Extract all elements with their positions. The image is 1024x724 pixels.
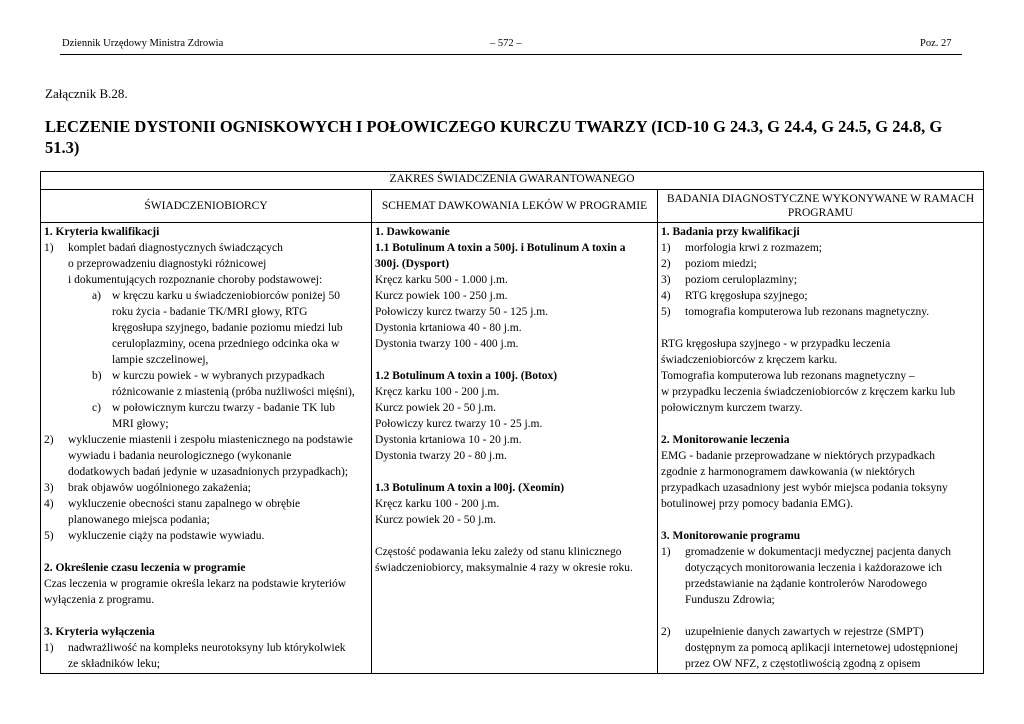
col3-line: [661, 224, 981, 240]
col1-line: [44, 416, 369, 432]
col3-item-text: przypadkach uzasadniony jest wybór miejsca podania toksyny: [661, 482, 948, 494]
col2-line: [375, 288, 655, 304]
col1-line: [44, 336, 369, 352]
col1-line: [44, 432, 369, 448]
col1-item-number: 2): [44, 434, 54, 446]
col3-item-text: poziom ceruloplazminy;: [685, 274, 798, 286]
col2-item-text: Kurcz powiek 20 - 50 j.m.: [375, 514, 497, 526]
col-diagnostics-content: [661, 224, 981, 672]
col2-line: [375, 240, 655, 256]
col1-item-text: różnicowanie z miastenią (próba nużliwości mięśni),: [112, 386, 355, 398]
col1-line: [44, 320, 369, 336]
col1-line: [44, 352, 369, 368]
col3-line: [661, 432, 981, 448]
journal-name: Dziennik Urzędowy Ministra Zdrowia: [62, 38, 224, 49]
col3-item-number: 4): [661, 290, 671, 302]
col1-line: [44, 496, 369, 512]
col3-item-number: 3): [661, 274, 671, 286]
col3-item-number: 2): [661, 258, 671, 270]
col3-line: [661, 560, 981, 576]
col1-line: [44, 512, 369, 528]
col2-item-text: Kręcz karku 100 - 200 j.m.: [375, 498, 500, 510]
col1-item-text: MRI głowy;: [112, 418, 169, 430]
col3-item-text: RTG kręgosłupa szyjnego;: [685, 290, 808, 302]
col1-line: [44, 560, 369, 576]
col1-line: [44, 400, 369, 416]
col1-line: [44, 656, 369, 672]
col1-item-text: 1. Kryteria kwalifikacji: [44, 226, 160, 238]
col3-line: [661, 640, 981, 656]
col2-item-text: świadczeniobiorcy, maksymalnie 4 razy w okresie roku.: [375, 562, 633, 574]
col1-item-text: w kurczu powiek - w wybranych przypadkach: [112, 370, 325, 382]
col1-item-text: wykluczenie obecności stanu zapalnego w obrębie: [68, 498, 301, 510]
col3-line: [661, 608, 981, 624]
col2-line: [375, 368, 655, 384]
col-header-diagnostics: BADANIA DIAGNOSTYCZNE WYKONYWANE W RAMACH PROGRAMU: [666, 193, 975, 219]
col-header-recipients: ŚWIADCZENIOBIORCY: [144, 200, 268, 212]
col2-item-text: Dystonia twarzy 20 - 80 j.m.: [375, 450, 507, 462]
col3-item-text: zgodnie z harmonogramem dawkowania (w niektórych: [661, 466, 915, 478]
col3-line: [661, 528, 981, 544]
col-header-dosage: SCHEMAT DAWKOWANIA LEKÓW W PROGRAMIE: [381, 200, 648, 212]
col3-item-text: EMG - badanie przeprowadzane w niektórych przypadkach: [661, 450, 935, 462]
col2-line: [375, 224, 655, 240]
col1-line: [44, 480, 369, 496]
col1-item-text: nadwrażliwość na kompleks neurotoksyny lub którykolwiek: [68, 642, 346, 654]
col3-item-text: gromadzenie w dokumentacji medycznej pacjenta danych: [685, 546, 951, 558]
col2-item-text: Dystonia krtaniowa 10 - 20 j.m.: [375, 434, 522, 446]
col2-line: [375, 336, 655, 352]
col1-line: [44, 464, 369, 480]
col-recipients-content: [44, 224, 369, 672]
col3-item-text: botulinowej przy pomocy badania EMG).: [661, 498, 853, 510]
col2-item-text: Dystonia krtaniowa 40 - 80 j.m.: [375, 322, 522, 334]
col1-line: [44, 544, 369, 560]
col3-line: [661, 400, 981, 416]
col1-line: [44, 272, 369, 288]
col3-item-text: uzupełnienie danych zawartych w rejestrze (SMPT): [685, 626, 924, 638]
col1-line: [44, 224, 369, 240]
col1-line: [44, 592, 369, 608]
col-dosage-content: [375, 224, 655, 576]
col2-item-text: 300j. (Dysport): [375, 258, 450, 270]
col2-item-text: 1.1 Botulinum A toxin a 500j. i Botulinum A toxin a: [375, 242, 626, 254]
col1-item-text: wykluczenie ciąży na podstawie wywiadu.: [68, 530, 265, 542]
col3-item-text: Tomografia komputerowa lub rezonans magnetyczny –: [661, 370, 915, 382]
col1-line: [44, 240, 369, 256]
col2-line: [375, 496, 655, 512]
col2-item-text: Kurcz powiek 100 - 250 j.m.: [375, 290, 508, 302]
col2-line: [375, 304, 655, 320]
col1-item-text: 2. Określenie czasu leczenia w programie: [44, 562, 246, 574]
col3-item-text: przez OW NFZ, z częstotliwością zgodną z opisem: [685, 658, 921, 670]
col1-line: [44, 448, 369, 464]
col1-item-text: o przeprowadzeniu diagnostyki różnicowej: [68, 258, 267, 270]
col2-line: [375, 384, 655, 400]
col3-item-text: połowicznym kurczem twarzy.: [661, 402, 803, 414]
column-divider-1: [371, 190, 372, 673]
annex-label: Załącznik B.28.: [45, 86, 128, 101]
col2-line: [375, 560, 655, 576]
col2-item-text: 1. Dawkowanie: [375, 226, 450, 238]
col1-item-text: ze składników leku;: [68, 658, 160, 670]
header-rule: [60, 54, 962, 55]
col1-line: [44, 640, 369, 656]
col3-line: [661, 368, 981, 384]
col1-line: [44, 288, 369, 304]
col3-item-text: poziom miedzi;: [685, 258, 757, 270]
col3-line: [661, 240, 981, 256]
col3-line: [661, 480, 981, 496]
col2-line: [375, 272, 655, 288]
row-divider-header: [41, 222, 983, 223]
col1-item-number: c): [92, 402, 101, 414]
col1-item-number: 3): [44, 482, 54, 494]
table-top-header: ZAKRES ŚWIADCZENIA GWARANTOWANEGO: [389, 173, 635, 185]
col3-line: [661, 272, 981, 288]
col1-item-text: komplet badań diagnostycznych świadczących: [68, 242, 283, 254]
col3-item-text: Funduszu Zdrowia;: [685, 594, 775, 606]
col1-line: [44, 528, 369, 544]
col3-line: [661, 384, 981, 400]
col3-line: [661, 576, 981, 592]
col1-line: [44, 608, 369, 624]
col1-item-text: wywiadu i badania neurologicznego (wykonanie: [68, 450, 292, 462]
col2-line: [375, 400, 655, 416]
col1-line: [44, 624, 369, 640]
column-divider-2: [657, 190, 658, 673]
col2-item-text: 1.3 Botulinum A toxin a l00j. (Xeomin): [375, 482, 565, 494]
col1-item-text: planowanego miejsca podania;: [68, 514, 210, 526]
col1-item-number: a): [92, 290, 101, 302]
col3-line: [661, 448, 981, 464]
col1-item-text: lampie szczelinowej,: [112, 354, 209, 366]
col3-item-number: 1): [661, 546, 671, 558]
col2-line: [375, 416, 655, 432]
col3-line: [661, 352, 981, 368]
col3-line: [661, 544, 981, 560]
col2-line: [375, 512, 655, 528]
col1-item-number: 1): [44, 242, 54, 254]
col3-item-text: przedstawianie na żądanie kontrolerów Narodowego: [685, 578, 928, 590]
col3-item-number: 5): [661, 306, 671, 318]
document-title: LECZENIE DYSTONII OGNISKOWYCH I POŁOWICZEGO KURCZU TWARZY (ICD-10 G 24.3, G 24.4, G 24.5, G 24.8, G 51.3): [45, 117, 943, 157]
col2-item-text: Dystonia twarzy 100 - 400 j.m.: [375, 338, 519, 350]
col2-line: [375, 320, 655, 336]
col3-item-text: 1. Badania przy kwalifikacji: [661, 226, 800, 238]
col1-item-text: Czas leczenia w programie określa lekarz na podstawie kryteriów: [44, 578, 347, 590]
col1-item-text: kręgosłupa szyjnego, badanie poziomu miedzi lub: [112, 322, 343, 334]
col3-line: [661, 304, 981, 320]
col3-line: [661, 496, 981, 512]
program-table: [40, 171, 984, 674]
col2-line: [375, 352, 655, 368]
col3-line: [661, 288, 981, 304]
col2-line: [375, 464, 655, 480]
col1-item-number: b): [92, 370, 102, 382]
page-number: – 572 –: [490, 38, 522, 49]
col1-line: [44, 384, 369, 400]
col3-item-number: 2): [661, 626, 671, 638]
col1-item-number: 4): [44, 498, 54, 510]
col2-line: [375, 480, 655, 496]
col3-line: [661, 624, 981, 640]
col1-item-number: 5): [44, 530, 54, 542]
col1-line: [44, 368, 369, 384]
col1-item-number: 1): [44, 642, 54, 654]
col1-line: [44, 304, 369, 320]
col1-line: [44, 576, 369, 592]
col2-item-text: Częstość podawania leku zależy od stanu klinicznego: [375, 546, 622, 558]
col2-item-text: 1.2 Botulinum A toxin a 100j. (Botox): [375, 370, 558, 382]
col3-item-number: 1): [661, 242, 671, 254]
row-divider-top: [41, 189, 983, 190]
col3-item-text: 2. Monitorowanie leczenia: [661, 434, 790, 446]
col1-item-text: 3. Kryteria wyłączenia: [44, 626, 155, 638]
col1-item-text: wykluczenie miastenii i zespołu miastenicznego na podstawie: [68, 434, 353, 446]
col3-item-text: morfologia krwi z rozmazem;: [685, 242, 822, 254]
col2-line: [375, 432, 655, 448]
col1-item-text: w kręczu karku u świadczeniobiorców poniżej 50: [112, 290, 341, 302]
col2-line: [375, 448, 655, 464]
col3-item-text: w przypadku leczenia świadczeniobiorców z kręczem karku lub: [661, 386, 956, 398]
col1-line: [44, 256, 369, 272]
col3-line: [661, 512, 981, 528]
col3-item-text: 3. Monitorowanie programu: [661, 530, 801, 542]
col3-line: [661, 416, 981, 432]
col2-item-text: Kręcz karku 500 - 1.000 j.m.: [375, 274, 508, 286]
col2-line: [375, 528, 655, 544]
col3-item-text: dotyczących monitorowania leczenia i każdorazowe ich: [685, 562, 943, 574]
col3-item-text: świadczeniobiorców z kręczem karku.: [661, 354, 838, 366]
col3-line: [661, 336, 981, 352]
col1-item-text: w połowicznym kurczu twarzy - badanie TK lub: [112, 402, 336, 414]
col1-item-text: roku życia - badanie TK/MRI głowy, RTG: [112, 306, 308, 318]
col2-item-text: Kręcz karku 100 - 200 j.m.: [375, 386, 500, 398]
col3-line: [661, 320, 981, 336]
col1-item-text: dodatkowych badań jedynie w uzasadnionych przypadkach);: [68, 466, 349, 478]
position-number: Poz. 27: [920, 38, 952, 49]
col3-item-text: tomografia komputerowa lub rezonans magnetyczny.: [685, 306, 930, 318]
col2-item-text: Połowiczy kurcz twarzy 10 - 25 j.m.: [375, 418, 543, 430]
col2-line: [375, 544, 655, 560]
col2-line: [375, 256, 655, 272]
col3-item-text: RTG kręgosłupa szyjnego - w przypadku leczenia: [661, 338, 891, 350]
col3-item-text: dostępnym za pomocą aplikacji internetowej udostępnionej: [685, 642, 959, 654]
col3-line: [661, 464, 981, 480]
col1-item-text: ceruloplazminy, ocena przedniego odcinka oka w: [112, 338, 340, 350]
col1-item-text: wyłączenia z programu.: [44, 594, 155, 606]
col2-item-text: Kurcz powiek 20 - 50 j.m.: [375, 402, 497, 414]
col3-line: [661, 592, 981, 608]
col1-item-text: brak objawów uogólnionego zakażenia;: [68, 482, 251, 494]
col3-line: [661, 656, 981, 672]
col3-line: [661, 256, 981, 272]
col2-item-text: Połowiczy kurcz twarzy 50 - 125 j.m.: [375, 306, 549, 318]
col1-item-text: i dokumentujących rozpoznanie choroby podstawowej:: [68, 274, 323, 286]
